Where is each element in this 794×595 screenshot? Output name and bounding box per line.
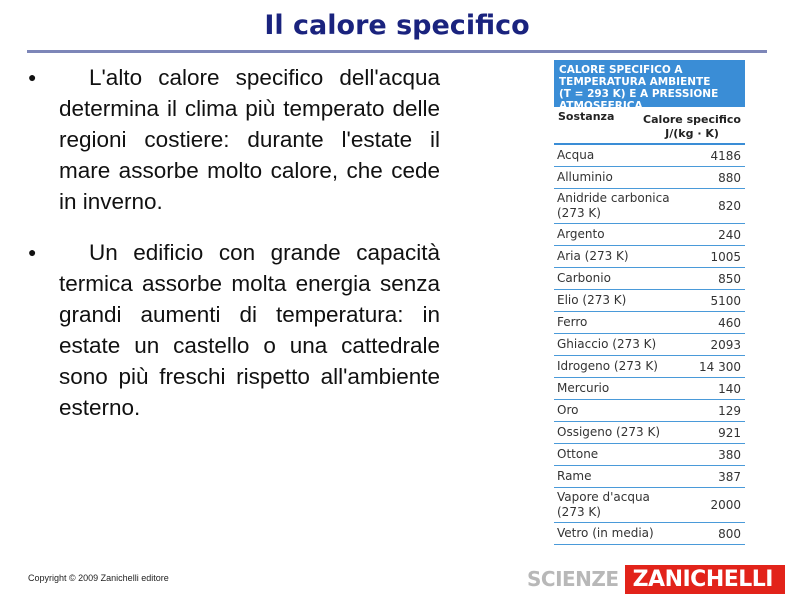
row-value: 1005 (710, 249, 741, 264)
column-substance: Sostanza (558, 110, 615, 123)
table-header-line: (T = 293 K) E A PRESSIONE (559, 88, 719, 100)
brand-publisher: ZANICHELLI (625, 565, 785, 594)
table-row (554, 523, 745, 545)
bullet-item (28, 62, 440, 217)
table-row (554, 422, 745, 444)
table-row (554, 145, 745, 167)
row-substance: Aria (273 K) (557, 249, 629, 263)
row-value: 820 (718, 199, 741, 213)
bullet-dot-icon: ● (28, 69, 37, 85)
slide-title: Il calore specifico (264, 10, 530, 41)
row-substance: Acqua (557, 148, 595, 162)
column-headers (554, 107, 745, 145)
row-value: 921 (718, 425, 741, 440)
table-row (554, 488, 745, 523)
table-row (554, 224, 745, 246)
row-substance: Ottone (557, 447, 599, 461)
row-substance: Ghiaccio (273 K) (557, 337, 657, 351)
table-row (554, 290, 745, 312)
row-value: 850 (718, 271, 741, 286)
row-value: 380 (718, 447, 741, 462)
row-substance: Vapore d'acqua (273 K) (557, 490, 650, 519)
specific-heat-table (554, 60, 745, 545)
row-value: 800 (718, 526, 741, 541)
row-value: 5100 (710, 293, 741, 308)
row-substance: Ossigeno (273 K) (557, 425, 660, 439)
table-row (554, 246, 745, 268)
row-substance: Argento (557, 227, 605, 241)
row-substance: Mercurio (557, 381, 610, 395)
table-header-line: ATMOSFERICA (559, 100, 643, 112)
bullet-list (28, 62, 440, 443)
row-substance: Anidride carbonica (273 K) (557, 191, 670, 220)
row-value: 2093 (710, 337, 741, 352)
column-heat-unit: J/(kg · K) (665, 127, 719, 140)
table-body (554, 145, 745, 545)
table-row (554, 268, 745, 290)
table-row (554, 466, 745, 488)
table-row (554, 444, 745, 466)
column-heat-label: Calore specifico (643, 113, 741, 126)
brand-series: SCIENZE (527, 567, 619, 591)
table-header-line: CALORE SPECIFICO A (559, 64, 683, 76)
row-value: 14 300 (699, 359, 741, 374)
table-row (554, 356, 745, 378)
table-row (554, 312, 745, 334)
row-value: 387 (718, 469, 741, 484)
row-substance: Elio (273 K) (557, 293, 627, 307)
row-substance: Alluminio (557, 170, 613, 184)
row-value: 4186 (710, 148, 741, 163)
title-divider (27, 50, 767, 53)
bullet-text: Un edificio con grande capacità termica assorbe molta energia senza grandi aumenti di temperatura: in estate un castello o una cattedrale sono più freschi rispetto all'ambiente esterno. (59, 240, 440, 420)
row-substance: Oro (557, 403, 579, 417)
row-substance: Idrogeno (273 K) (557, 359, 658, 373)
column-heat (643, 113, 741, 143)
bullet-item (28, 237, 440, 423)
table-header-line: TEMPERATURA AMBIENTE (559, 76, 711, 88)
row-value: 140 (718, 381, 741, 396)
publisher-logo (527, 563, 785, 595)
table-row (554, 167, 745, 189)
row-substance: Vetro (in media) (557, 526, 654, 540)
table-row (554, 189, 745, 224)
row-value: 2000 (710, 498, 741, 512)
row-value: 240 (718, 227, 741, 242)
copyright-note: Copyright © 2009 Zanichelli editore (28, 573, 169, 583)
row-value: 460 (718, 315, 741, 330)
row-substance: Rame (557, 469, 592, 483)
bullet-text: L'alto calore specifico dell'acqua determina il clima più temperato delle regioni costiere: durante l'estate il mare assorbe molto calore, che cede in inverno. (59, 65, 440, 214)
row-value: 129 (718, 403, 741, 418)
table-header (554, 60, 745, 112)
table-row (554, 400, 745, 422)
bullet-dot-icon: ● (28, 244, 37, 260)
row-substance: Ferro (557, 315, 588, 329)
table-row (554, 334, 745, 356)
row-value: 880 (718, 170, 741, 185)
table-row (554, 378, 745, 400)
row-substance: Carbonio (557, 271, 611, 285)
